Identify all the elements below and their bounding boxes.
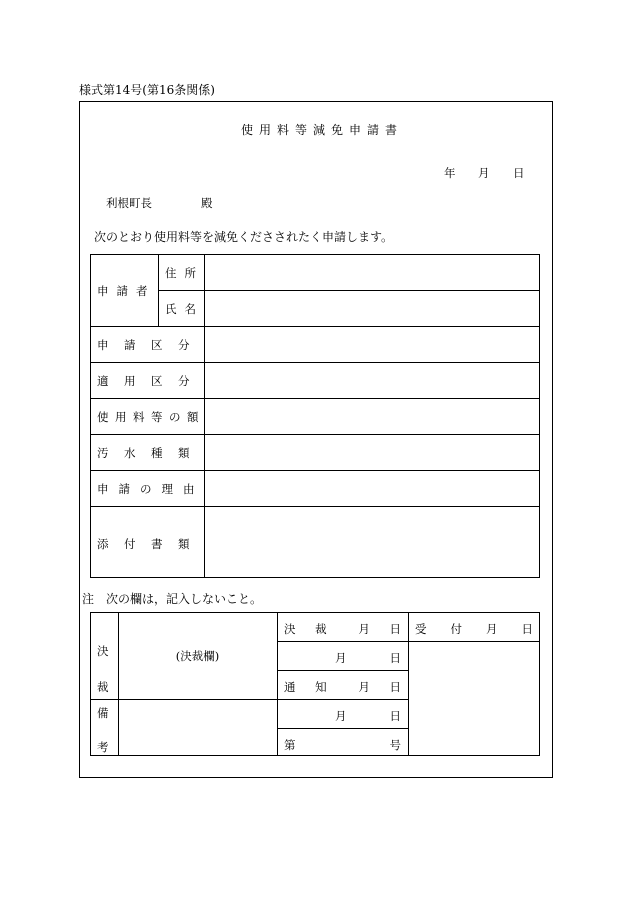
row-label-reason: 申請の理由	[97, 482, 205, 496]
date-month-label: 月	[478, 166, 490, 180]
form-number: 様式第14号(第16条関係)	[79, 83, 215, 97]
kessai-field-label: (決裁欄)	[175, 648, 220, 663]
date-day-label: 日	[513, 166, 525, 180]
row-label-application-type: 申請区分	[97, 338, 205, 352]
month-day-row-2: 月 日	[335, 651, 401, 665]
addressee-name: 利根町長	[106, 196, 152, 210]
kessai-label: 決裁	[97, 644, 109, 694]
applicant-label: 申請者	[97, 284, 156, 298]
form-title: 使用料等減免申請書	[241, 123, 404, 137]
intro-text: 次のとおり使用料等を減免くださされたく申請します。	[94, 230, 394, 244]
number-row: 第 号	[284, 738, 401, 752]
tsuchi-date-row: 通 知 月 日	[284, 680, 401, 694]
row-label-applicable-type: 適用区分	[97, 374, 205, 388]
address-label: 住所	[165, 266, 204, 280]
month-day-row-3: 月 日	[335, 709, 401, 723]
row-label-fee-amount: 使用料等の額	[97, 410, 205, 424]
kessai-date-row: 決 裁 月 日	[284, 622, 401, 636]
uketsuke-date-row: 受 付 月 日	[415, 622, 533, 636]
addressee-honorific: 殿	[201, 196, 213, 210]
kessai-field	[118, 612, 277, 699]
note-text: 注 次の欄は，記入しないこと。	[82, 592, 263, 606]
row-label-sewage-type: 汚水種類	[97, 446, 205, 460]
row-label-attachments: 添付書類	[97, 537, 205, 551]
name-label: 氏名	[165, 302, 204, 316]
date-year-label: 年	[444, 166, 456, 180]
biko-label: 備考	[97, 706, 109, 754]
